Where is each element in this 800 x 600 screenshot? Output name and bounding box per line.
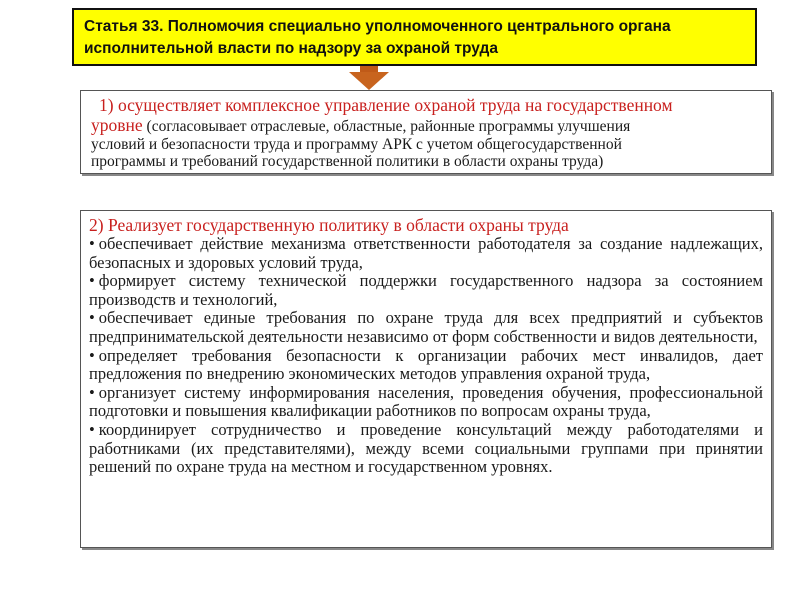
article-title-box — [72, 8, 757, 66]
item-1-line-2 — [91, 115, 763, 136]
item-1-detail-line-2: условий и безопасности труда и программу АРК с учетом общегосударственной — [91, 136, 622, 153]
bullet-item — [89, 421, 763, 477]
item-1-detail-line-3: программы и требований государственной политики в области охраны труда) — [91, 153, 604, 170]
bullet-item — [89, 309, 763, 346]
item-1-lead-line-1: 1) осуществляет комплексное управление охраной труда на государственном — [99, 95, 673, 115]
bullet-item — [89, 347, 763, 384]
bullet-text: определяет требования безопасности к организации рабочих мест инвалидов, дает предложения по внедрению экономических методов управления охраной труда, — [89, 345, 763, 384]
title-line-1: Статья 33. Полномочия специально уполномоченного центрального органа — [84, 18, 671, 35]
bullet-icon: • — [89, 345, 95, 365]
bullet-item — [89, 384, 763, 421]
down-arrow-icon — [349, 72, 389, 90]
bullet-item — [89, 272, 763, 309]
item-1-detail-line-1: (согласовывает отраслевые, областные, районные программы улучшения — [142, 118, 631, 135]
bullet-icon: • — [89, 234, 95, 253]
bullet-text: обеспечивает действие механизма ответственности работодателя за создание надлежащих, безопасных и здоровых условий труда, — [89, 234, 763, 272]
bullet-icon: • — [89, 271, 95, 291]
bullet-item — [89, 235, 763, 272]
bullet-text: координирует сотрудничество и проведение консультаций между работодателями и работниками (их представителями), между всеми социальными группами при принятии решений по охране труда на местном и государственном уровнях. — [89, 419, 763, 477]
title-line-2: исполнительной власти по надзору за охраной труда — [84, 40, 498, 57]
item-1-lead-line-2: уровне — [91, 115, 143, 135]
authority-item-1-box — [80, 90, 772, 174]
bullet-text: организует систему информирования населения, проведения обучения, профессиональной подготовки и повышения квалификации работников по вопросам охраны труда, — [89, 382, 763, 421]
item-2-heading: 2) Реализует государственную политику в области охраны труда — [89, 215, 569, 235]
bullet-text: обеспечивает единые требования по охране труда для всех предприятий и субъектов предпринимательской деятельности независимо от форм собственности и видов деятельности, — [89, 308, 763, 346]
bullet-icon: • — [89, 308, 95, 328]
bullet-icon: • — [89, 419, 95, 439]
bullet-icon: • — [89, 382, 95, 402]
authority-item-2-box — [80, 210, 772, 548]
bullet-text: формирует систему технической поддержки государственного надзора за состоянием производств и технологий, — [89, 271, 763, 309]
